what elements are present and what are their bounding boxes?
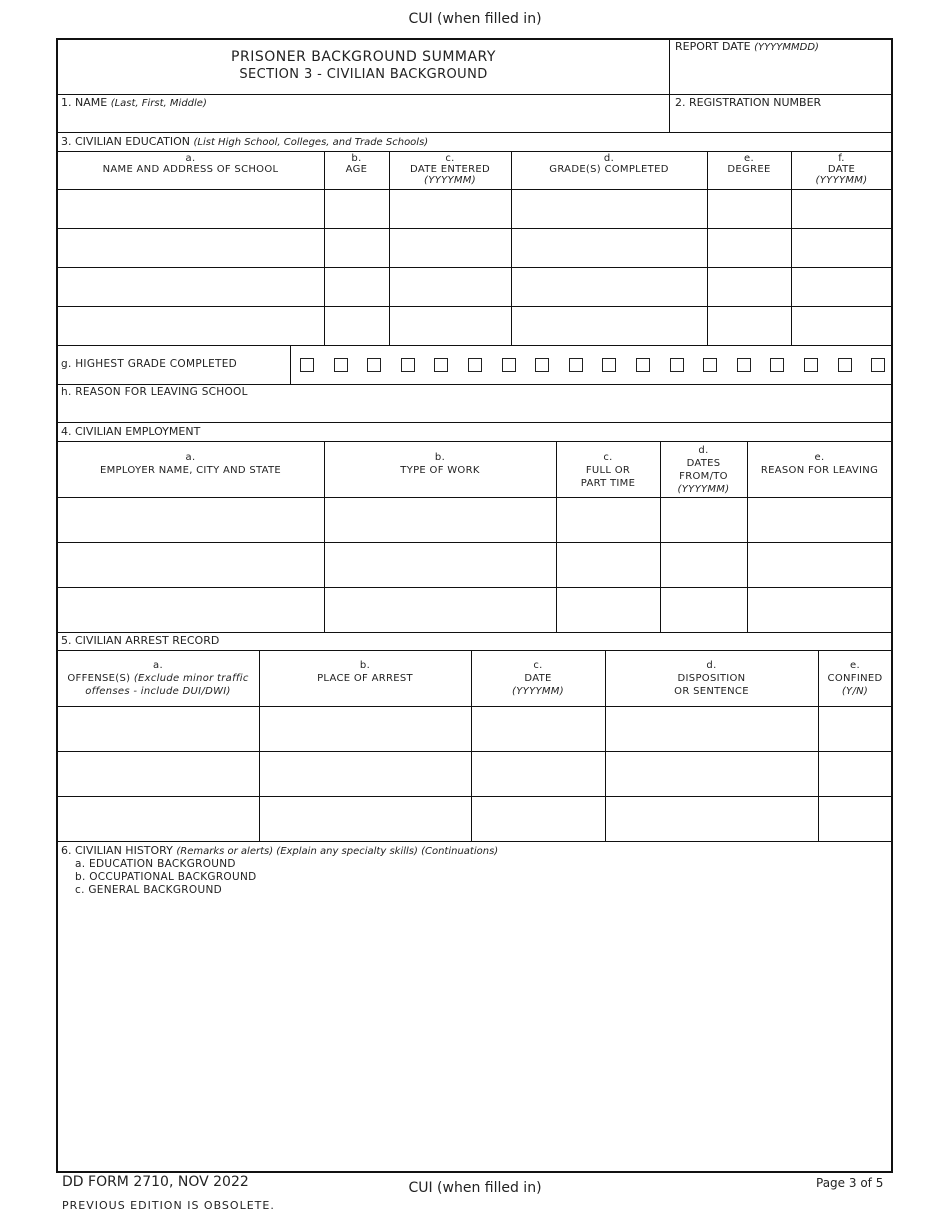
- emp-row1-dates-field[interactable]: [661, 498, 746, 541]
- col-label: [57, 672, 259, 685]
- edu-row1-age-field[interactable]: [325, 190, 388, 227]
- col-label-text: DATE: [524, 673, 552, 684]
- emp-row2-type-of-work-field[interactable]: [325, 543, 555, 586]
- col-letter: f.: [838, 153, 845, 164]
- edu-col-header-school-name: [57, 153, 324, 175]
- col-label: AGE: [345, 164, 368, 175]
- grade-checkbox-13[interactable]: [703, 358, 717, 372]
- edu-row2-degree-field[interactable]: [708, 229, 790, 266]
- obsolete-notice: PREVIOUS EDITION IS OBSOLETE.: [62, 1199, 275, 1212]
- edu-col-header-degree: [707, 153, 791, 175]
- edu-row2-school-name-field[interactable]: [58, 229, 323, 266]
- col-hint: (YYYYMM): [677, 484, 730, 495]
- grade-checkbox-9[interactable]: [569, 358, 583, 372]
- edu-row4-grades-completed-field[interactable]: [512, 307, 706, 344]
- edu-row4-age-field[interactable]: [325, 307, 388, 344]
- arrest-row3-offenses-field[interactable]: [58, 797, 258, 840]
- col-label: [605, 672, 818, 685]
- edu-row1-school-name-field[interactable]: [58, 190, 323, 227]
- col-letter: e.: [850, 660, 860, 671]
- arrest-col-header-disposition: [605, 659, 818, 698]
- col-label-2: (YYYYMM): [512, 686, 564, 697]
- arrest-row2-offenses-field[interactable]: [58, 752, 258, 795]
- col-letter: a.: [153, 660, 163, 671]
- arrest-row1-confined-field[interactable]: [819, 707, 891, 750]
- emp-row2-full-part-time-field[interactable]: [557, 543, 659, 586]
- edu-row3-age-field[interactable]: [325, 268, 388, 305]
- col-hint: (Exclude minor traffic: [133, 673, 249, 684]
- name-field[interactable]: [58, 110, 668, 132]
- edu-row2-date-field[interactable]: [792, 229, 891, 266]
- col-label-text: DISPOSITION: [677, 673, 746, 684]
- col-label: NAME AND ADDRESS OF SCHOOL: [102, 164, 279, 175]
- arrest-col-header-confined: [818, 659, 892, 698]
- grade-checkbox-6[interactable]: [468, 358, 482, 372]
- emp-row1-reason-for-leaving-field[interactable]: [748, 498, 891, 541]
- grade-checkbox-15[interactable]: [770, 358, 784, 372]
- edu-row1-date-entered-field[interactable]: [390, 190, 510, 227]
- col-letter: e.: [744, 153, 754, 164]
- arrest-row1-disposition-field[interactable]: [606, 707, 817, 750]
- col-label: EMPLOYER NAME, CITY AND STATE: [99, 465, 282, 476]
- edu-row3-grades-completed-field[interactable]: [512, 268, 706, 305]
- emp-col-header-full-part-time: [556, 451, 660, 490]
- col-letter: e.: [814, 452, 825, 463]
- arrest-section-label: 5. CIVILIAN ARREST RECORD: [61, 634, 220, 647]
- arrest-row2-disposition-field[interactable]: [606, 752, 817, 795]
- emp-col-header-employer: [57, 451, 324, 477]
- reason-leaving-school-field[interactable]: [58, 399, 892, 422]
- emp-row3-dates-field[interactable]: [661, 588, 746, 631]
- arrest-row1-date-field[interactable]: [472, 707, 604, 750]
- col-label-2: PART TIME: [580, 478, 636, 489]
- emp-col-header-reason-for-leaving: [747, 451, 892, 477]
- history-item-occupational: b. OCCUPATIONAL BACKGROUND: [75, 871, 257, 883]
- edu-row3-date-field[interactable]: [792, 268, 891, 305]
- col-label: DATES: [686, 458, 721, 469]
- edu-row1-date-field[interactable]: [792, 190, 891, 227]
- col-letter: d.: [603, 153, 615, 164]
- edu-row3-date-entered-field[interactable]: [390, 268, 510, 305]
- grade-checkbox-5[interactable]: [434, 358, 448, 372]
- grade-checkbox-12[interactable]: [670, 358, 684, 372]
- col-label-2: FROM/TO: [679, 471, 728, 482]
- col-label-text: OFFENSE(S): [67, 673, 131, 684]
- form-title: PRISONER BACKGROUND SUMMARY: [231, 49, 496, 65]
- edu-row1-grades-completed-field[interactable]: [512, 190, 706, 227]
- edu-row4-date-field[interactable]: [792, 307, 891, 344]
- grade-checkbox-3[interactable]: [367, 358, 381, 372]
- edu-row2-grades-completed-field[interactable]: [512, 229, 706, 266]
- col-letter: b.: [359, 660, 371, 671]
- form-id: DD FORM 2710, NOV 2022: [62, 1174, 249, 1190]
- col-label-2: (Y/N): [841, 686, 869, 697]
- arrest-col-header-place-of-arrest: [259, 659, 471, 685]
- col-hint: (YYYYMM): [424, 175, 476, 186]
- edu-col-header-date-entered: [389, 153, 511, 186]
- arrest-row3-date-field[interactable]: [472, 797, 604, 840]
- emp-col-header-dates: [660, 444, 747, 496]
- education-section-label: 3. CIVILIAN EDUCATION (List High School, Colleges, and Trade Schools): [61, 135, 429, 148]
- history-item-general: c. GENERAL BACKGROUND: [75, 884, 222, 896]
- arrest-row3-place-of-arrest-field[interactable]: [260, 797, 470, 840]
- arrest-row2-confined-field[interactable]: [819, 752, 891, 795]
- arrest-row1-place-of-arrest-field[interactable]: [260, 707, 470, 750]
- col-letter: d.: [698, 445, 709, 456]
- col-label: DEGREE: [727, 164, 771, 175]
- page-number: Page 3 of 5: [816, 1176, 884, 1190]
- col-hint: (YYYYMM): [815, 175, 868, 186]
- employment-section-label: 4. CIVILIAN EMPLOYMENT: [61, 425, 201, 438]
- col-letter: c.: [603, 452, 613, 463]
- grade-checkbox-10[interactable]: [602, 358, 616, 372]
- col-label: REASON FOR LEAVING: [760, 465, 879, 476]
- arrest-row3-disposition-field[interactable]: [606, 797, 817, 840]
- edu-col-header-age: [324, 153, 389, 175]
- cui-marking-bottom: CUI (when filled in): [408, 1180, 542, 1196]
- emp-row2-dates-field[interactable]: [661, 543, 746, 586]
- col-label: GRADE(S) COMPLETED: [549, 164, 669, 175]
- emp-row3-full-part-time-field[interactable]: [557, 588, 659, 631]
- registration-label: 2. REGISTRATION NUMBER: [675, 96, 822, 109]
- col-label-2: offenses - include DUI/DWI): [85, 686, 231, 697]
- highest-grade-label: g. HIGHEST GRADE COMPLETED: [61, 358, 238, 370]
- grade-checkbox-18[interactable]: [871, 358, 885, 372]
- col-label: [259, 672, 471, 685]
- col-label-text: CONFINED: [827, 673, 883, 684]
- edu-row1-degree-field[interactable]: [708, 190, 790, 227]
- arrest-col-header-date: [471, 659, 605, 698]
- edu-col-header-grades-completed: [511, 153, 707, 175]
- form-subtitle: SECTION 3 - CIVILIAN BACKGROUND: [239, 67, 488, 82]
- col-label: [471, 672, 605, 685]
- grade-checkbox-17[interactable]: [838, 358, 852, 372]
- edu-row3-school-name-field[interactable]: [58, 268, 323, 305]
- emp-row1-employer-field[interactable]: [58, 498, 323, 541]
- arrest-row2-place-of-arrest-field[interactable]: [260, 752, 470, 795]
- col-label: [818, 672, 892, 685]
- cui-marking-top: CUI (when filled in): [408, 11, 542, 27]
- edu-col-header-date: [791, 153, 892, 186]
- history-section-label: 6. CIVILIAN HISTORY (Remarks or alerts) (Explain any specialty skills) (Continuations): [61, 844, 499, 857]
- grade-checkbox-7[interactable]: [502, 358, 516, 372]
- edu-row4-degree-field[interactable]: [708, 307, 790, 344]
- arrest-row2-date-field[interactable]: [472, 752, 604, 795]
- emp-row2-employer-field[interactable]: [58, 543, 323, 586]
- emp-row3-employer-field[interactable]: [58, 588, 323, 631]
- edu-row2-date-entered-field[interactable]: [390, 229, 510, 266]
- edu-row3-degree-field[interactable]: [708, 268, 790, 305]
- col-letter: a.: [185, 452, 196, 463]
- grade-checkbox-8[interactable]: [535, 358, 549, 372]
- grade-checkbox-14[interactable]: [737, 358, 751, 372]
- emp-row3-type-of-work-field[interactable]: [325, 588, 555, 631]
- col-label: TYPE OF WORK: [400, 465, 480, 476]
- col-label-text: PLACE OF ARREST: [317, 673, 413, 684]
- arrest-col-header-offenses: [57, 659, 259, 698]
- col-letter: b.: [351, 153, 362, 164]
- grade-checkbox-11[interactable]: [636, 358, 650, 372]
- reason-leaving-school-label: h. REASON FOR LEAVING SCHOOL: [61, 386, 248, 398]
- col-label-2: OR SENTENCE: [674, 686, 749, 697]
- col-label: FULL OR: [585, 465, 631, 476]
- emp-row1-full-part-time-field[interactable]: [557, 498, 659, 541]
- grade-checkbox-16[interactable]: [804, 358, 818, 372]
- grade-checkbox-4[interactable]: [401, 358, 415, 372]
- report-date-label: REPORT DATE (YYYYMMDD): [675, 40, 819, 53]
- emp-row2-reason-for-leaving-field[interactable]: [748, 543, 891, 586]
- col-letter: d.: [706, 660, 717, 671]
- emp-row1-type-of-work-field[interactable]: [325, 498, 555, 541]
- name-label: 1. NAME (Last, First, Middle): [61, 96, 207, 109]
- grade-checkbox-2[interactable]: [334, 358, 348, 372]
- arrest-row1-offenses-field[interactable]: [58, 707, 258, 750]
- registration-field[interactable]: [670, 110, 892, 132]
- arrest-row3-confined-field[interactable]: [819, 797, 891, 840]
- emp-row3-reason-for-leaving-field[interactable]: [748, 588, 891, 631]
- col-letter: c.: [533, 660, 543, 671]
- edu-row4-school-name-field[interactable]: [58, 307, 323, 344]
- edu-row2-age-field[interactable]: [325, 229, 388, 266]
- report-date-field[interactable]: [670, 55, 892, 93]
- edu-row4-date-entered-field[interactable]: [390, 307, 510, 344]
- col-letter: c.: [445, 153, 455, 164]
- history-item-education: a. EDUCATION BACKGROUND: [75, 858, 236, 870]
- grade-checkbox-1[interactable]: [300, 358, 314, 372]
- col-letter: b.: [434, 452, 446, 463]
- emp-col-header-type-of-work: [324, 451, 556, 477]
- col-label: DATE ENTERED: [410, 164, 490, 175]
- col-letter: a.: [185, 153, 196, 164]
- civilian-history-field[interactable]: [58, 900, 892, 1170]
- col-label: DATE: [827, 164, 856, 175]
